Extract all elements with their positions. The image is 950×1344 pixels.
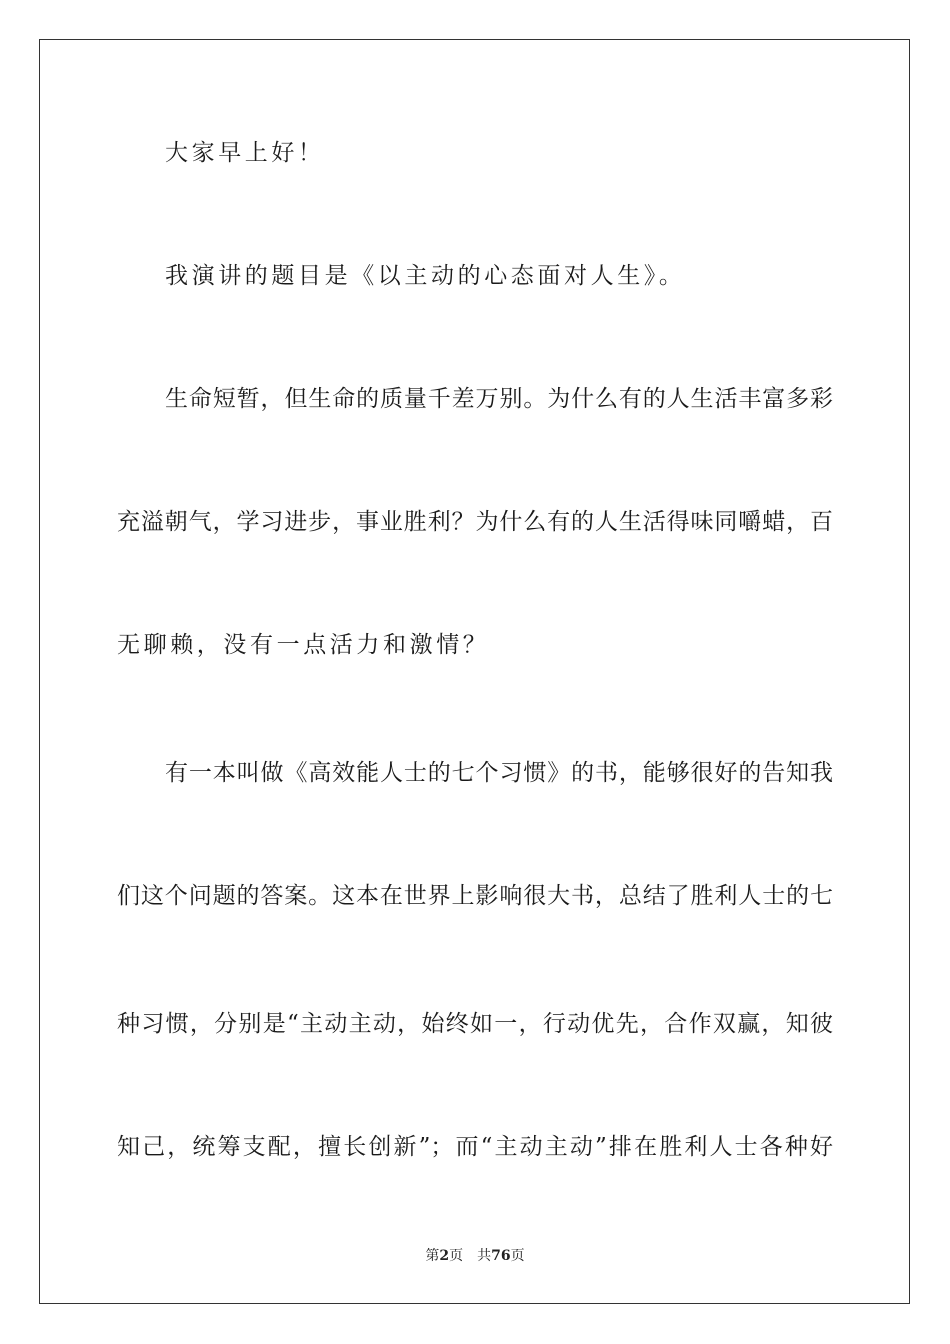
paragraph-line: 充溢朝气，学习进步，事业胜利？为什么有的人生活得味同嚼蜡，百	[117, 509, 833, 535]
page-number: 2	[439, 1248, 450, 1264]
page-suffix: 页	[449, 1248, 464, 1264]
paragraph-line: 无聊赖，没有一点活力和激情？	[117, 632, 490, 658]
total-prefix: 共	[477, 1248, 492, 1264]
paragraph-line: 知己，统筹支配，擅长创新”；而“主动主动”排在胜利人士各种好	[117, 1134, 833, 1160]
paragraph-line: 有一本叫做《高效能人士的七个习惯》的书，能够很好的告知我	[165, 760, 833, 786]
paragraph-line: 种习惯，分别是“主动主动，始终如一，行动优先，合作双赢，知彼	[117, 1011, 833, 1037]
paragraph-line: 我演讲的题目是《以主动的心态面对人生》。	[165, 263, 686, 289]
total-suffix: 页	[510, 1248, 525, 1264]
paragraph-line: 们这个问题的答案。这本在世界上影响很大书，总结了胜利人士的七	[117, 883, 833, 909]
page-border	[39, 39, 910, 1304]
page-footer	[0, 1247, 950, 1265]
page-prefix: 第	[425, 1248, 440, 1264]
total-pages: 76	[491, 1248, 511, 1264]
paragraph-line: 大家早上好！	[165, 140, 325, 166]
paragraph-line: 生命短暂，但生命的质量千差万别。为什么有的人生活丰富多彩	[165, 386, 833, 412]
